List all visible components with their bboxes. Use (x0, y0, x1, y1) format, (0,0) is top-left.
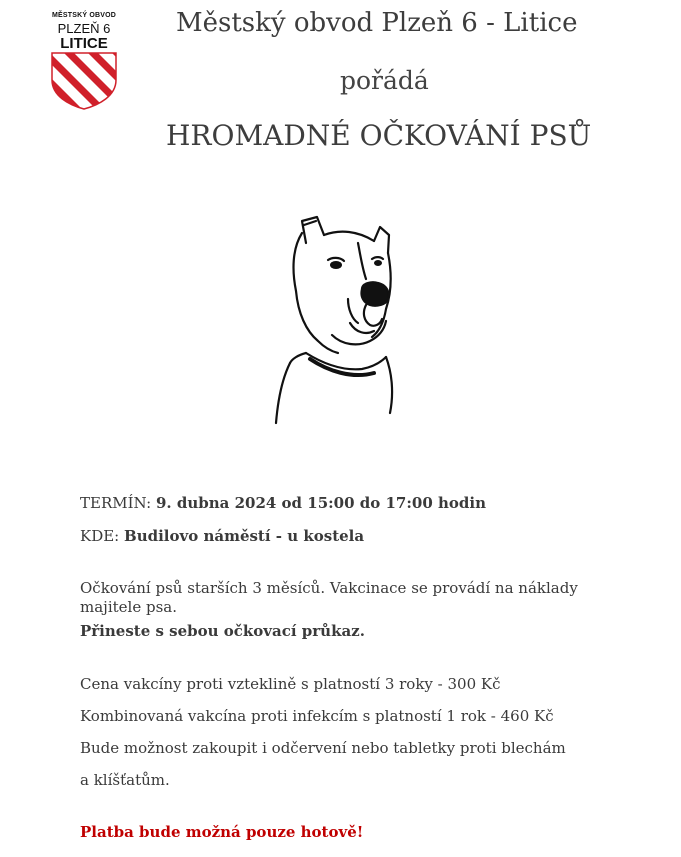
vaccination-info: Očkování psů starších 3 měsíců. Vakcinace se provádí na náklady majitele psa. (80, 579, 578, 616)
logo-line-2: PLZEŇ 6 (57, 21, 111, 36)
term-value: 9. dubna 2024 od 15:00 do 17:00 hodin (155, 494, 486, 512)
place-line (80, 527, 364, 545)
extra-products-line-1: Bude možnost zakoupit i odčervení nebo tabletky proti blechám (80, 739, 566, 757)
price-combined: Kombinovaná vakcína proti infekcím s platností 1 rok - 460 Kč (80, 707, 554, 725)
place-value: Budilovo náměstí - u kostela (124, 527, 365, 545)
logo-line-1: MĚSTSKÝ OBVOD (51, 12, 117, 19)
extra-products-line-2: a klíšťatům. (80, 771, 170, 789)
dog-illustration (262, 213, 402, 428)
price-rabies: Cena vakcíny proti vzteklině s platností 3 roky - 300 Kč (80, 675, 501, 693)
page-title: Městský obvod Plzeň 6 - Litice (176, 8, 578, 38)
payment-note: Platba bude možná pouze hotově! (80, 823, 364, 841)
logo-shield-icon (51, 52, 117, 110)
municipality-logo (48, 12, 120, 112)
term-label: TERMÍN: (80, 494, 152, 512)
event-title: HROMADNÉ OČKOVÁNÍ PSŮ (166, 119, 592, 152)
place-label: KDE: (80, 527, 120, 545)
term-line (80, 494, 486, 512)
bring-card-note: Přineste s sebou očkovací průkaz. (80, 622, 365, 640)
subtitle: pořádá (340, 66, 429, 95)
logo-line-3: LITICE (60, 35, 108, 52)
